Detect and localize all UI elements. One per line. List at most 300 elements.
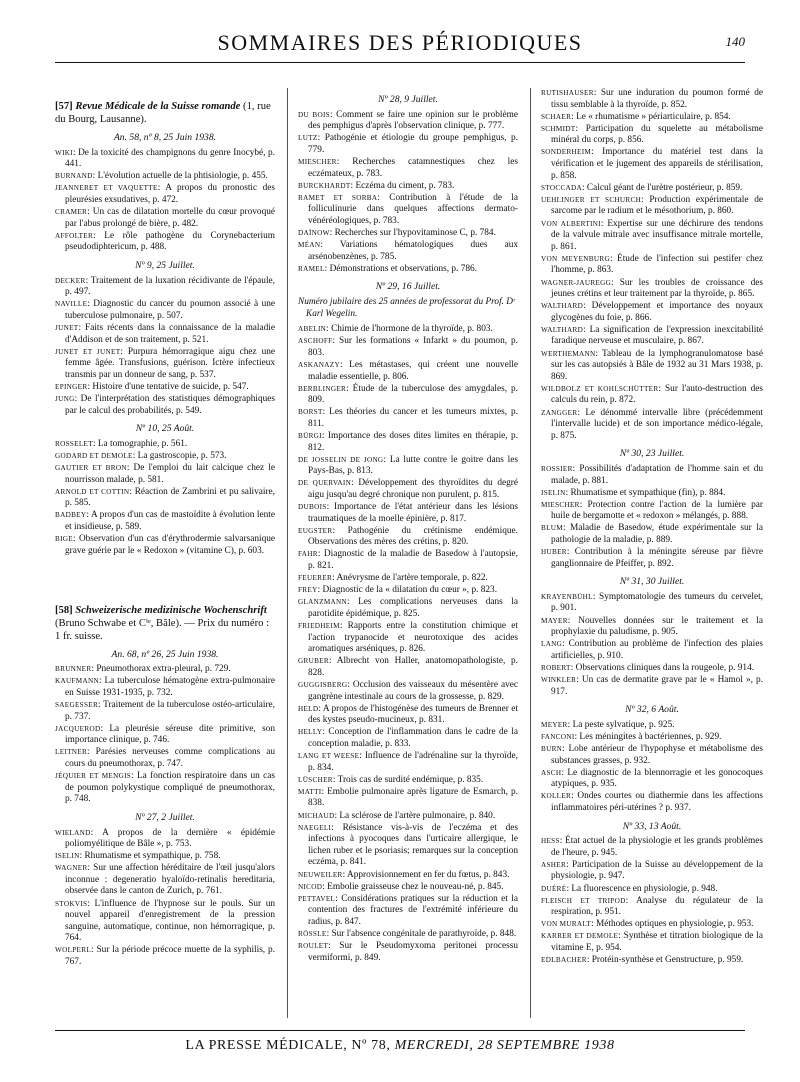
article-entry xyxy=(298,133,518,156)
article-title: : Faits récents dans la connaissance de la maladie d'Addison et de son traitement, p. 521. xyxy=(65,322,275,345)
article-author: SAEGESSER xyxy=(55,701,99,710)
article-entry xyxy=(541,836,763,859)
article-title: : Albrecht von Haller, anatomopathologiste, p. 828. xyxy=(308,656,518,678)
article-author: MEYER xyxy=(541,720,568,729)
article-title: : Sur l'auto-destruction des calculs du rein, p. 872. xyxy=(551,383,763,406)
article-author: ROBERT xyxy=(541,663,571,672)
article-author: DECKER xyxy=(55,276,86,285)
article-entry xyxy=(541,464,763,487)
journal-heading xyxy=(55,604,275,643)
article-entry xyxy=(298,870,518,882)
issue-heading: An. 58, nº 8, 25 Juin 1938. xyxy=(113,132,217,143)
article-author: EPINGER xyxy=(55,382,88,391)
article-entry xyxy=(541,88,763,111)
article-entry xyxy=(55,463,275,486)
article-entry xyxy=(541,955,763,967)
article-entry xyxy=(55,724,275,747)
article-entry xyxy=(298,110,518,133)
article-entry xyxy=(55,664,275,676)
article-author: GAUTIER ET BRON xyxy=(55,463,127,472)
article-entry xyxy=(541,919,763,931)
article-entry xyxy=(298,573,518,585)
article-title: : Tableau de la lymphogranulomatose basé sur les cas autopsiés à Bâle de 1932 au 31 Mars 1938, p. 869. xyxy=(551,348,763,382)
article-author: BERBLINGER xyxy=(298,384,347,393)
article-author: NICOD xyxy=(298,882,323,891)
article-title: : Embolie pulmonaire après ligature de Esmarch, p. 838. xyxy=(308,786,518,809)
article-author: MICHAUD xyxy=(298,811,335,820)
article-title: : Protection contre l'action de la lumière par huile de bergamotte et « redoxon » mélangés, p. 888. xyxy=(551,499,763,522)
article-author: STOCCADA xyxy=(541,183,583,192)
article-entry xyxy=(298,751,518,774)
article-entry xyxy=(541,791,763,814)
article-entry xyxy=(298,455,518,478)
article-entry xyxy=(298,336,518,359)
article-author: MAYER xyxy=(541,616,568,625)
article-author: STOKVIS xyxy=(55,899,88,908)
column-divider xyxy=(530,88,531,1018)
article-title: : De la toxicité des champignons du genre Inocybé, p. 441. xyxy=(65,147,275,170)
article-author: GLANZMANN xyxy=(298,598,348,607)
article-title: : Contribution à l'étude de la folliculinurie dans quelques affections dermato-vénéréologiques, p. 783. xyxy=(308,192,518,226)
article-title: : Occlusion des vaisseaux du mésentère avec gangrène intestinale au cours de la grossesse, p. 829. xyxy=(308,680,518,702)
article-entry xyxy=(541,639,763,662)
article-title: : Comment se faire une opinion sur le problème des pemphigus d'après l'observation clinique, p. 777. xyxy=(308,109,518,132)
article-title: : La gastroscopie, p. 573. xyxy=(132,450,227,461)
article-entry xyxy=(55,394,275,417)
article-entry xyxy=(541,254,763,277)
article-title: : Sur une induration du poumon formé de tissu semblable à la thyroïde, p. 852. xyxy=(551,88,763,110)
article-title: : Possibilités d'adaptation de l'homme sain et du malade, p. 881. xyxy=(551,463,763,486)
issue-heading: Nº 29, 16 Juillet. xyxy=(375,281,441,293)
article-title: : Trois cas de surdité endémique, p. 835. xyxy=(332,774,484,785)
article-author: FREY xyxy=(298,586,318,595)
article-author: VON MEYENBURG xyxy=(541,254,610,263)
article-entry xyxy=(298,704,518,727)
article-entry xyxy=(298,656,518,679)
article-author: RAMET ET SORBA xyxy=(298,193,378,202)
article-title: : Embolie graisseuse chez le nouveau-né, p. 845. xyxy=(322,881,504,892)
article-entry xyxy=(298,882,518,894)
article-title: : Synthèse et titration biologique de la vitamine E, p. 954. xyxy=(551,931,763,953)
article-author: BURCKHARDT xyxy=(298,181,351,190)
column-left xyxy=(55,88,275,1018)
article-title: : A propos de la dernière « épidémie poliomyélitique de Bâle », p. 753. xyxy=(65,827,275,850)
page-title: SOMMAIRES DES PÉRIODIQUES xyxy=(217,30,583,55)
article-entry xyxy=(55,510,275,533)
article-author: JACQUEROD xyxy=(55,724,101,733)
article-title: : Les méningites à bactériennes, p. 929. xyxy=(574,731,722,742)
article-title: : Conception de l'inflammation dans le cadre de la conception maladie, p. 833. xyxy=(308,727,518,749)
article-entry xyxy=(298,407,518,430)
article-entry xyxy=(541,860,763,883)
article-author: ISELIN xyxy=(55,852,80,861)
article-author: FRIEDHEIM xyxy=(298,622,340,631)
issue-heading: Nº 28, 9 Juillet. xyxy=(378,94,438,105)
article-entry xyxy=(55,148,275,171)
article-author: ZANGGER xyxy=(541,408,578,417)
issue-heading: Nº 10, 25 Août. xyxy=(135,423,195,435)
article-entry xyxy=(298,894,518,929)
article-author: BURN xyxy=(541,744,563,753)
article-author: ASKANAZY xyxy=(298,360,340,369)
article-entry xyxy=(55,534,275,557)
article-entry xyxy=(298,775,518,787)
article-author: WILDBOLZ ET KOHLSCHÜTTER xyxy=(541,384,659,393)
article-entry xyxy=(541,195,763,218)
journal-name: Schweizerische medizinische Wochenschrift xyxy=(75,604,267,616)
article-title: : La sclérose de l'artère pulmonaire, p. 840. xyxy=(334,810,496,821)
article-title: : Rhumatisme et sympathique, p. 758. xyxy=(79,851,221,862)
article-author: LUTZ xyxy=(298,134,318,143)
article-entry xyxy=(541,349,763,384)
article-title: : Étude de la tuberculose des amygdales, p. 809. xyxy=(308,383,518,406)
article-title: : La lutte contre le goitre dans les Pays-Bas, p. 813. xyxy=(308,454,518,477)
article-entry xyxy=(541,547,763,570)
article-title: : Sur les troubles de croissance des jeunes crétins et leur traitement par la thyroïde, p. 865. xyxy=(551,277,763,300)
article-title: : Parésies nerveuses comme complications au cours du pneumothorax, p. 747. xyxy=(65,747,275,770)
article-entry xyxy=(298,324,518,336)
article-title: : Sur le Pseudomyxoma peritonei processu vermiformi, p. 849. xyxy=(308,941,518,963)
article-entry xyxy=(541,592,763,615)
article-author: FAHR xyxy=(298,550,318,559)
article-entry xyxy=(541,663,763,675)
article-title: : La tuberculose hématogène extra-pulmonaire en Suisse 1931-1935, p. 732. xyxy=(65,676,275,698)
article-author: BRUNNER xyxy=(55,665,92,674)
article-author: NAEGELI xyxy=(298,823,332,832)
article-entry xyxy=(298,181,518,193)
article-entry xyxy=(55,863,275,898)
article-author: ISELIN xyxy=(541,488,566,497)
article-entry xyxy=(55,451,275,463)
article-title: : Variations hématologiques dues aux arsénobenzènes, p. 785. xyxy=(308,240,518,262)
article-entry xyxy=(55,771,275,806)
article-title: : De l'interprétation des statistiques démographiques par le calcul des probabilités, p. 549. xyxy=(65,393,275,416)
article-author: ABELIN xyxy=(298,325,327,334)
article-entry xyxy=(55,487,275,510)
article-title: : Diagnostic de la maladie de Basedow à l'autopsie, p. 821. xyxy=(308,549,518,572)
article-entry xyxy=(55,207,275,230)
column-right xyxy=(541,88,763,1018)
article-author: WIKI xyxy=(55,148,73,157)
article-author: JEANNERET ET VAQUETTE xyxy=(55,184,158,193)
article-author: KARRER ET DEMOLE xyxy=(541,932,619,941)
article-title: : La peste sylvatique, p. 925. xyxy=(567,719,675,730)
article-title: : Participation du squelette au métabolisme minéral du corps, p. 856. xyxy=(551,123,763,146)
article-title: : Étude de l'infection sui pestifer chez l'homme, p. 863. xyxy=(551,253,763,276)
article-entry xyxy=(298,431,518,454)
article-entry xyxy=(55,747,275,770)
article-author: HELLY xyxy=(298,728,323,737)
article-title: : Recherches sur l'hypovitaminose C, p. 784. xyxy=(329,228,496,239)
article-title: : Traitement de la tuberculose ostéo-articulaire, p. 737. xyxy=(65,700,275,722)
article-author: EUGSTER xyxy=(298,526,333,535)
article-title: : Contribution au problème de l'infection des plaies artificielles, p. 910. xyxy=(551,639,763,661)
article-entry xyxy=(298,549,518,572)
article-author: JUNET xyxy=(55,323,79,332)
article-title: : Le dénommé intervalle libre (précédemment l'intervalle lucide) et de son importance médico-légale, p. 875. xyxy=(551,407,763,441)
article-entry xyxy=(541,488,763,500)
article-author: ARNOLD ET COTTIN xyxy=(55,487,130,496)
article-title: : A propos du pronostic des pleurésies exsudatives, p. 472. xyxy=(65,183,275,205)
article-title: : La fonction respiratoire dans un cas de poumon polykystique compliqué de pneumothorax, p. 748. xyxy=(65,771,275,805)
article-title: : Approvisionnement en fer du fœtus, p. 843. xyxy=(342,869,510,880)
article-title: : Un cas de dilatation mortelle du cœur provoqué par l'abus prolongé de bière, p. 482. xyxy=(65,207,275,229)
article-title: : Sur la période précoce muette de la syphilis, p. 767. xyxy=(65,945,275,968)
article-title: : La pleurésie séreuse dite primitive, son importance clinique, p. 746. xyxy=(65,723,275,746)
article-title: : Le rôle pathogène du Corynebacterium pseudodiphtericum, p. 488. xyxy=(65,230,275,253)
article-title: : Ondes courtes ou diathermie dans les affections inflammatoires péri-utérines ? p. 937. xyxy=(551,791,763,813)
article-author: FANCONI xyxy=(541,732,575,741)
article-entry xyxy=(55,347,275,382)
article-title: : État actuel de la physiologie et les grands problèmes de l'heure, p. 945. xyxy=(551,836,763,858)
page-header xyxy=(55,28,745,63)
article-entry xyxy=(541,325,763,348)
article-author: LEITNER xyxy=(55,748,88,757)
article-entry xyxy=(298,787,518,810)
issue-heading: Nº 33, 13 Août. xyxy=(622,820,682,832)
article-title: : Sur l'absence congénitale de parathyroïde, p. 848. xyxy=(326,928,517,939)
article-author: WINKLER xyxy=(541,676,577,684)
article-entry xyxy=(298,585,518,597)
article-author: BLUM xyxy=(541,524,563,533)
article-entry xyxy=(541,183,763,195)
article-title: : Diagnostic du cancer du poumon associé à une tuberculose pulmonaire, p. 507. xyxy=(65,299,275,321)
article-title: : Rhumatisme et sympathique (fin), p. 884. xyxy=(565,487,726,498)
article-entry xyxy=(541,408,763,443)
article-entry xyxy=(55,276,275,299)
article-entry xyxy=(298,360,518,383)
article-title: : Protéin-synthèse et Genstructure, p. 959. xyxy=(586,955,744,966)
page-footer xyxy=(55,1030,745,1054)
article-entry xyxy=(55,676,275,699)
article-title: : Lobe antérieur de l'hypophyse et métabolisme des substances grasses, p. 932. xyxy=(551,743,763,766)
article-author: HELD xyxy=(298,704,319,713)
article-author: DUÉRÉ xyxy=(541,884,567,893)
article-entry xyxy=(298,621,518,656)
article-entry xyxy=(541,523,763,546)
article-title: : Méthodes optiques en physiologie, p. 953. xyxy=(591,919,754,930)
article-author: SCHAER xyxy=(541,112,572,121)
article-author: MIESCHER xyxy=(541,500,580,509)
article-author: MATTI xyxy=(298,787,322,796)
issue-heading: Nº 31, 30 Juillet. xyxy=(619,576,685,588)
article-author: NEUWEILER xyxy=(298,870,343,879)
journal-name: Revue Médicale de la Suisse romande xyxy=(75,101,241,112)
article-author: FEUERER xyxy=(298,574,333,583)
article-entry xyxy=(298,478,518,501)
article-title: : La signification de l'expression inexcitabilité faradique nerveuse et musculaire, p. 867. xyxy=(551,324,763,347)
article-author: JUNG xyxy=(55,394,75,403)
article-entry xyxy=(55,851,275,863)
article-title: : Les théories du cancer et les tumeurs mixtes, p. 811. xyxy=(308,407,518,429)
article-title: : La fluorescence en physiologie, p. 948. xyxy=(566,883,718,894)
article-entry xyxy=(298,384,518,407)
article-entry xyxy=(298,264,518,276)
article-author: SCHMIDT xyxy=(541,124,576,133)
article-author: DAÏNOW xyxy=(298,229,330,238)
article-author: GRUBER xyxy=(298,657,329,666)
journal-number: [58] xyxy=(55,604,73,616)
article-author: KRAYENBÜHL xyxy=(541,592,593,601)
issue-heading: Nº 30, 23 Juillet. xyxy=(619,448,685,460)
article-author: JÉQUIER ET MENGIS xyxy=(55,772,132,781)
article-entry xyxy=(298,502,518,525)
article-author: UEHLINGER ET SCHURCH xyxy=(541,195,642,204)
article-author: WIELAND xyxy=(55,828,91,837)
article-title: : Traitement de la luxation récidivante de l'épaule, p. 497. xyxy=(65,275,275,298)
article-title: : L'influence de l'hypnose sur le pouls. Sur un nouvel appareil d'enregistrement de la pression sanguine, automatique, continue, non hémorragique, p. 764. xyxy=(65,898,275,944)
article-entry xyxy=(298,228,518,240)
article-entry xyxy=(541,278,763,301)
article-title: : Eczéma du ciment, p. 783. xyxy=(350,180,455,191)
article-title: : Symptomatologie des tumeurs du cervelet, p. 901. xyxy=(551,591,763,614)
article-title: : Expertise sur une déchirure des tendons de la valvule mitrale avec insuffisance mitrale mortelle, p. 861. xyxy=(551,218,763,252)
article-author: LÜSCHER xyxy=(298,775,333,784)
article-title: : Participation de la Suisse au développement de la physiologie, p. 947. xyxy=(551,859,763,882)
article-author: DU BOIS xyxy=(298,110,330,119)
article-author: NAVILLE xyxy=(55,300,88,309)
journal-info: (1, rue du Bourg, Lausanne). xyxy=(55,101,271,125)
article-entry xyxy=(541,768,763,791)
article-entry xyxy=(298,680,518,703)
article-author: RAMEL xyxy=(298,264,325,273)
article-entry xyxy=(298,526,518,549)
article-title: : Sur les formations « Infarkt » du poumon, p. 803. xyxy=(308,336,518,358)
article-entry xyxy=(541,720,763,732)
article-entry xyxy=(298,929,518,941)
article-author: LANG xyxy=(541,640,563,649)
article-author: ROULET xyxy=(298,942,329,951)
article-title: : Réaction de Zambrini et pu salivaire, p. 585. xyxy=(65,486,275,509)
article-author: CRAMER xyxy=(55,208,88,217)
article-title: : Chimie de l'hormone de la thyroïde, p. 803. xyxy=(326,324,493,335)
article-entry xyxy=(541,744,763,767)
article-author: EDLBACHER xyxy=(541,956,587,965)
article-title: : Observations cliniques dans la rougeole, p. 914. xyxy=(570,662,755,673)
article-author: KAUFMANN xyxy=(55,677,99,686)
article-entry xyxy=(298,941,518,964)
article-author: MIESCHER xyxy=(298,157,337,166)
article-title: : L'évolution actuelle de la phtisiologie, p. 455. xyxy=(92,171,268,182)
article-title: : Considérations pratiques sur la réduction et la contention des fractures de l'extrémité inférieure du radius, p. 847. xyxy=(308,893,518,927)
article-entry xyxy=(298,727,518,750)
article-entry xyxy=(298,157,518,180)
article-entry xyxy=(298,193,518,228)
article-entry xyxy=(541,500,763,523)
article-entry xyxy=(541,147,763,182)
article-entry xyxy=(541,931,763,954)
article-entry xyxy=(541,219,763,254)
article-entry xyxy=(541,732,763,744)
article-title: : Pathogénie du crétinisme endémique. Observations des mères des crétins, p. 820. xyxy=(308,525,518,548)
article-author: PETTAVEL xyxy=(298,894,336,903)
article-title: : Sur une affection héréditaire de l'œil jusqu'alors inconnue : degeneratio hyaloïdo-retinalis hereditaria, observée dans le canton de Zurich, p. 761. xyxy=(65,863,275,897)
article-entry xyxy=(541,301,763,324)
article-author: ASCHOFF xyxy=(298,337,333,346)
article-entry xyxy=(541,884,763,896)
article-author: GODARD ET DEMOLE xyxy=(55,451,133,460)
issue-heading: Nº 32, 6 Août. xyxy=(625,704,679,716)
article-author: AFFOLTER xyxy=(55,231,94,240)
article-author: WOLPERL xyxy=(55,946,92,955)
article-title: : Anévrysme de l'artère temporale, p. 822. xyxy=(332,573,488,584)
article-title: : Recherches catamnestiques chez les eczémateux, p. 783. xyxy=(308,156,518,179)
article-entry xyxy=(55,231,275,254)
article-title: : Développement des thyroïdites du degré aigu jusqu'au degré chronique non purulent, p. 815. xyxy=(308,478,518,500)
journal-number: [57] xyxy=(55,101,73,112)
article-author: ROSSELET xyxy=(55,439,93,448)
column-middle xyxy=(298,88,518,1018)
article-author: WAGNER xyxy=(55,864,88,873)
article-author: JUNET ET JUNET xyxy=(55,347,121,356)
article-author: ASHER xyxy=(541,860,567,869)
special-issue-note: Numéro jubilaire des 25 années de professorat du Prof. Dʳ Karl Wegelin. xyxy=(298,297,516,319)
article-author: LANG ET WEESE xyxy=(298,752,360,761)
article-author: VON ALBERTINI xyxy=(541,219,601,228)
article-title: : Purpura hémorragique aigu chez une femme âgée. Transfusions, guérison. Ictère infectieux transmis par un donneur de sang, p. 537. xyxy=(65,346,275,380)
article-entry xyxy=(541,896,763,919)
article-title: : Influence de l'adrénaline sur la thyroïde, p. 834. xyxy=(308,751,518,773)
article-title: : Maladie de Basedow, étude expérimentale sur la pathologie de la maladie, p. 889. xyxy=(551,523,763,545)
article-author: BÜRGI xyxy=(298,432,322,441)
page-number: 140 xyxy=(725,34,745,49)
article-author: WAGNER-JAUREGG xyxy=(541,278,612,287)
column-divider xyxy=(287,88,288,1018)
article-author: GUGGISBERG xyxy=(298,681,348,689)
article-title: : Importance de l'état antérieur dans les lésions traumatiques de la moelle épinière, p. 817. xyxy=(308,502,518,524)
article-title: : Nouvelles données sur le traitement et la prophylaxie du paludisme, p. 905. xyxy=(551,615,763,638)
article-author: BORST xyxy=(298,408,323,417)
article-entry xyxy=(55,171,275,183)
article-entry xyxy=(541,124,763,147)
journal-heading xyxy=(55,100,275,126)
article-author: RÖSSLE xyxy=(298,929,327,938)
article-title: : Calcul géant de l'urètre postérieur, p. 859. xyxy=(582,182,743,193)
article-title: : Rapports entre la constitution chimique et l'action trypanocide et neurotoxique des acides aromatiques arséniques, p. 826. xyxy=(308,621,518,655)
article-title: : Un cas de dermatite grave par le « Hamol », p. 917. xyxy=(551,675,763,697)
article-title: : Analyse du régulateur de la respiration, p. 951. xyxy=(551,895,763,918)
article-title: : Le diagnostic de la blennorragie et les gonocoques atypiques, p. 935. xyxy=(551,767,763,790)
article-title: : De l'emploi du lait calcique chez le nourrisson malade, p. 581. xyxy=(65,462,275,485)
article-author: WERTHEMANN xyxy=(541,349,596,358)
issue-heading: An. 68, nº 26, 25 Juin 1938. xyxy=(111,648,219,660)
article-entry xyxy=(541,675,763,698)
article-author: MÉAN xyxy=(298,241,321,250)
article-title: : La tomographie, p. 561. xyxy=(92,438,188,449)
article-entry xyxy=(55,439,275,451)
article-title: : Importance des doses dites limites en thérapie, p. 812. xyxy=(308,431,518,453)
article-title: : Les métastases, qui créent une nouvelle maladie essentielle, p. 806. xyxy=(308,359,518,382)
article-title: : Les complications nerveuses dans la parotidite épidémique, p. 825. xyxy=(308,597,518,619)
issue-heading: Nº 9, 25 Juillet. xyxy=(135,259,195,271)
article-entry xyxy=(298,823,518,869)
article-entry xyxy=(55,323,275,346)
article-entry xyxy=(541,112,763,124)
article-entry xyxy=(55,828,275,851)
footer-date: MERCREDI, 28 SEPTEMBRE 1938 xyxy=(394,1038,615,1053)
article-title: : Résistance vis-à-vis de l'eczéma et des infections à pyocoques dans l'urticaire allergique, le lichen ruber et le psoriasis; remarques sur la conception eczéma, p. 841. xyxy=(308,822,518,868)
issue-heading: Nº 27, 2 Juillet. xyxy=(135,811,195,823)
section-gap xyxy=(55,558,275,592)
article-entry xyxy=(55,183,275,206)
article-entry xyxy=(541,616,763,639)
article-author: FLEISCH ET TRIPOD xyxy=(541,896,626,905)
article-entry xyxy=(55,700,275,723)
article-author: BIGE xyxy=(55,535,73,543)
article-author: BADBEY xyxy=(55,511,87,520)
article-entry xyxy=(298,597,518,620)
article-author: KOLLER xyxy=(541,792,572,801)
